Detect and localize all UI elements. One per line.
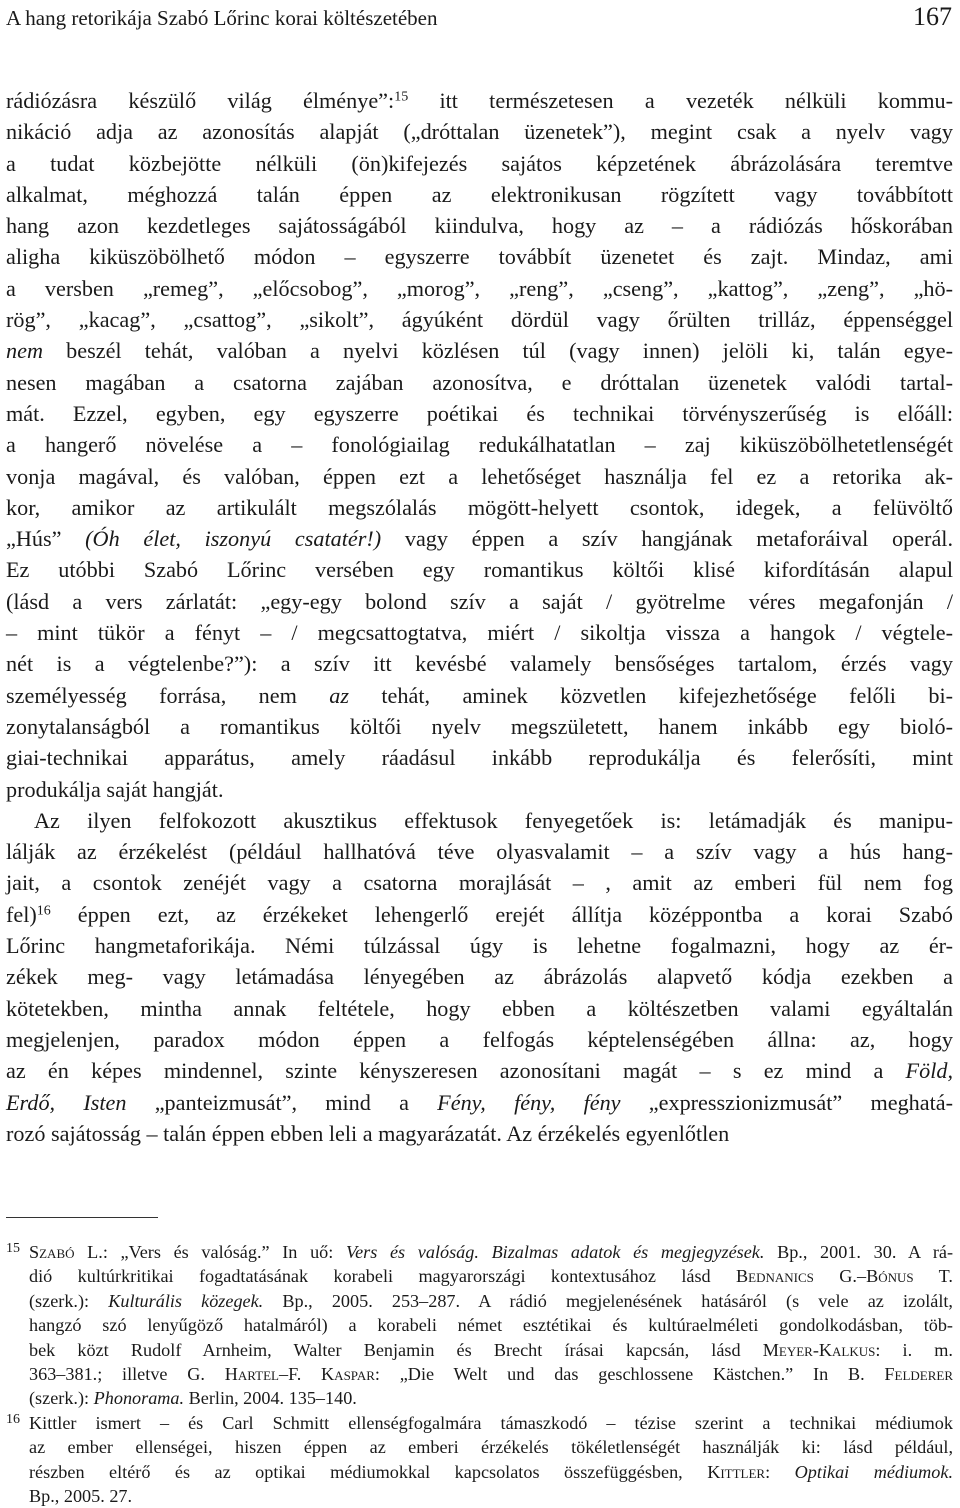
footnote-line: részben eltérő és az optikai médiumokkal kapcsolatos összefüggésben, Kittler: Optikai médiumok.: [29, 1461, 953, 1482]
text-line: zékek meg- vagy letámadása lényegében az ábrázolás alapvető kódja ezekben a: [6, 964, 953, 990]
italic-run: Fény, fény, fény: [437, 1089, 621, 1115]
italic-run: nem: [6, 338, 43, 364]
author-name: Szabó: [29, 1242, 75, 1262]
text-line: Erdő, Isten „panteizmusát”, mind a Fény, fény, fény „expresszionizmusát” meghatá-: [6, 1089, 954, 1115]
text-line: megjelenjen, paradox módon éppen a felfogás képtelenségében állna: az, hogy: [6, 1026, 953, 1052]
author-name: Kittler: [707, 1461, 766, 1482]
text-line: nikáció adja az azonosítás alapját („dróttalan üzenetek”), megint csak a nyelv vagy: [6, 119, 953, 145]
text-line: hang azon kezdetleges sajátosságából kiindulva, hogy az – a rádiózás hőskorában: [6, 213, 953, 239]
footnote-line: Bp., 2005. 27.: [29, 1485, 133, 1506]
body-text: [6, 85, 953, 1149]
text-line: a hangerő növelése a – fonológiailag redukálhatatlan – zaj kiküszöbölhetetlenségét: [6, 432, 953, 458]
italic-run: Optikai médiumok.: [794, 1461, 953, 1482]
text-line: rög”, „kacag”, „csattog”, „sikolt”, ágyúként dördül vagy őrülten trilláz, éppenséggel: [6, 307, 953, 333]
text-line: jait, a csontok zenéjét vagy a csatorna morajlását – , amit az emberi fül nem fog: [6, 870, 953, 896]
running-title: A hang retorikája Szabó Lőrinc korai költészetében: [6, 6, 438, 30]
footnote-line: 15 Szabó L.: „Vers és valóság.” In uő: Vers és valóság. Bizalmas adatok és megjegyzések. Bp., 2001. 30. A rá-: [6, 1241, 953, 1262]
italic-run: Vers és valóság. Bizalmas adatok és megjegyzések.: [345, 1242, 765, 1262]
italic-run: Föld,: [905, 1058, 953, 1084]
italic-run: (Óh élet, iszonyú csatatér!): [85, 526, 382, 552]
italic-run: Phonorama.: [93, 1388, 185, 1409]
text-line: vonja magával, és valóban, éppen ezt a lehetőséget használja fel ez a retorika ak-: [6, 463, 953, 489]
author-name: Hartel: [224, 1363, 279, 1384]
text-line: rádiózásra készülő világ élménye”:$^{15}$ itt természetesen a vezeték nélküli kommu-: [6, 88, 953, 113]
footnote-line: bek közt Rudolf Arnheim, Walter Benjamin és Brecht írásai kapcsán, lásd Meyer-Kalkus: i. m.: [29, 1339, 953, 1360]
author-name: Bónus: [866, 1266, 914, 1287]
text-line: személyesség forrása, nem az tehát, aminek közvetlen kifejezhetősége felőli bi-: [6, 682, 954, 708]
footnote-rule: [6, 1217, 158, 1218]
footnote-line: (szerk.): Kulturális közegek. Bp., 2005. 253–287. A rádió megjelenésének hatásáról (s vele az izolált,: [29, 1290, 953, 1311]
footnote-line: az ember ellenségei, hiszen éppen az emberi érzékelés tökéletlenségét használják ki: lásd például,: [29, 1437, 953, 1458]
italic-run: Erdő, Isten: [6, 1089, 127, 1115]
author-name: Kaspar: [321, 1363, 375, 1384]
text-line: aligha kiküszöbölhető módon – egyszerre továbbít üzenetet és zajt. Mindaz, ami: [6, 244, 953, 270]
text-line: kötetekben, mintha annak feltétele, hogy ebben a költészetben valami egyáltalán: [6, 995, 953, 1021]
footnote-ref: 15: [394, 89, 409, 105]
footnote-ref: 16: [36, 903, 51, 919]
text-line: kor, amikor az artikulált megszólalás mögött-helyett csontok, idegek, a felüvöltő: [6, 494, 953, 520]
text-line: nesen magában a csatorna zajában azonosítva, e dróttalan üzenetek valódi tartal-: [6, 369, 953, 395]
italic-run: az: [329, 682, 349, 708]
text-line: az én képes mindennel, szinte kényszeresen azonosítani magát – s ez mind a Föld,: [6, 1058, 953, 1084]
text-line: zonytalanságból a romantikus költői nyelv megszületett, hanem inkább egy bioló-: [6, 713, 953, 739]
text-line: a tudat közbejötte nélküli (ön)kifejezés sajátos képzetének ábrázolására teremtve: [6, 150, 953, 176]
footnote-line: 363–381.; illetve G. Hartel–F. Kaspar: „Die Welt und das geschlossene Kästchen.” In B. Felderer: [29, 1363, 953, 1384]
text-line: Ez utóbbi Szabó Lőrinc versében egy romantikus költői klisé kifordításán alapul: [6, 557, 953, 583]
text-line: giai-technikai apparátus, amely ráadásul inkább reprodukálja és felerősíti, mint: [6, 745, 953, 771]
text-line: rozó sajátosság – talán éppen ebben leli a magyarázatát. Az érzékelés egyenlőtlen: [6, 1120, 730, 1146]
footnotes: [6, 1240, 953, 1508]
footnote-line: dió kultúrkritikai fogadtatásának korabeli magyarországi kontextusához lásd Bednanics G.–Bónus T.: [29, 1266, 953, 1287]
text-line: „Hús” (Óh élet, iszonyú csatatér!) vagy éppen a szív hangjának metaforáival operál.: [6, 526, 954, 552]
text-line: nem beszél tehát, valóban a nyelvi közlésen túl (vagy innen) jelöli ki, talán egye-: [6, 338, 953, 364]
page-number: 167: [913, 2, 952, 31]
footnote-line: hangzó szó lenyűgöző hatalmáról) a korabeli német esztétikai és kultúraelméleti gondolkodásban, töb-: [29, 1315, 953, 1336]
italic-run: Kulturális közegek.: [108, 1290, 264, 1311]
text-line: – mint tükör a fényt – / megcsattogtatva, miért / sikoltja vissza a hangok / végtele-: [6, 620, 953, 646]
author-name: Felderer: [884, 1363, 953, 1384]
text-line: alkalmat, méghozzá talán éppen az elektronikusan rögzített vagy továbbított: [6, 181, 953, 207]
text-line: mát. Ezzel, egyben, egy egyszerre poétikai és technikai törvényszerűség is előáll:: [6, 400, 953, 426]
footnote-line: (szerk.): Phonorama. Berlin, 2004. 135–140.: [29, 1388, 357, 1409]
text-line: nét is a végtelenbe?”): a szív itt kevésbé valamely bensőséges tartalom, érzés vagy: [6, 651, 953, 677]
text-line: lálják az érzékelést (például hallhatóvá téve olyasvalamit – a szív vagy a hús hang-: [6, 839, 953, 865]
text-line: a versben „remeg”, „előcsobog”, „morog”, „reng”, „cseng”, „kattog”, „zeng”, „hö-: [6, 275, 953, 301]
author-name: Bednanics: [736, 1266, 814, 1287]
text-line: (lásd a vers zárlatát: „egy-egy bolond szív a saját / gyötrelme véres megafonján /: [6, 588, 953, 614]
text-line: produkálja saját hangját.: [6, 776, 224, 802]
text-line: fel)$^{16}$ éppen ezt, az érzékeket lehengerlő erejét állítja középpontba a korai Szabó: [6, 901, 953, 927]
running-header: [6, 2, 952, 32]
text-line: Lőrinc hangmetaforikája. Némi túlzással úgy is lehetne fogalmazni, hogy az ér-: [6, 933, 953, 959]
text-line: Az ilyen felfokozott akusztikus effektusok fenyegetőek is: letámadják és manipu-: [34, 807, 953, 833]
author-name: Meyer-Kalkus: [762, 1339, 876, 1360]
footnote-line: 16 Kittler ismert – és Carl Schmitt ellenségfogalmára támaszkodó – tézise szerint a technikai médiumok: [6, 1412, 953, 1433]
